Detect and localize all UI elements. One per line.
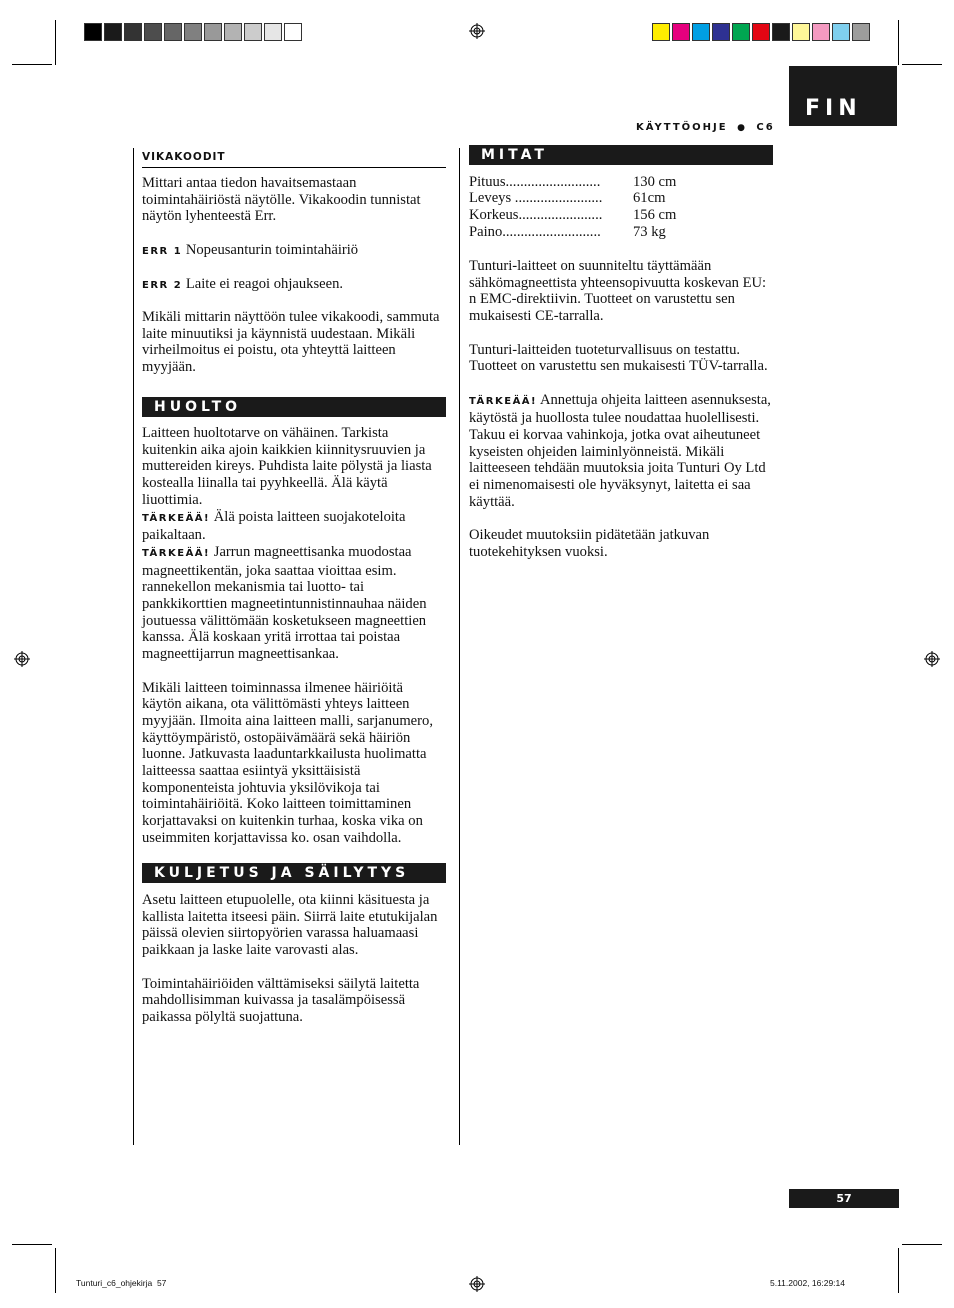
dimension-value: 156 cm: [633, 207, 677, 223]
important-note: [469, 392, 775, 511]
language-tab: [789, 66, 897, 126]
left-column-rule: [133, 148, 134, 1145]
middle-column-rule: [459, 148, 460, 1145]
color-swatch: [284, 23, 302, 41]
color-swatch: [812, 23, 830, 41]
color-swatch: [224, 23, 242, 41]
dimension-label: Leveys ........................: [469, 190, 603, 206]
dimension-row: [469, 224, 601, 241]
color-swatch: [652, 23, 670, 41]
model-name: C6: [756, 122, 775, 133]
color-swatch: [672, 23, 690, 41]
error-code-row: [142, 242, 442, 261]
error-code-label: ERR 2: [142, 280, 183, 291]
section-heading-huolto: HUOLTO: [142, 397, 446, 417]
dimension-value: 73 kg: [633, 224, 666, 240]
color-swatch: [852, 23, 870, 41]
page-number: 57: [836, 1192, 852, 1205]
error-code-description: Laite ei reagoi ohjaukseen.: [185, 276, 344, 292]
color-swatch: [204, 23, 222, 41]
kuljetus-paragraph: Toimintahäiriöiden välttämiseksi säilytä laitetta mahdollisimman kuivassa ja tasalämpöisessä paikassa pölyltä suojattuna.: [142, 975, 420, 1025]
section-heading-vikakoodit: VIKAKOODIT: [142, 151, 226, 163]
important-label: TÄRKEÄÄ!: [142, 547, 211, 559]
color-swatch: [732, 23, 750, 41]
language-code: FIN: [805, 96, 862, 121]
dimension-label: Korkeus.......................: [469, 207, 603, 223]
registration-mark-icon: [14, 651, 30, 667]
slug-left: Tunturi_c6_ohjekirja 57: [76, 1278, 167, 1288]
huolto-content: [142, 425, 442, 847]
mitat-paragraph: Oikeudet muutoksiin pidätetään jatkuvan tuotekehityksen vuoksi.: [469, 527, 710, 560]
registration-mark-icon: [924, 651, 940, 667]
important-text: Jarrun magneettisanka muodostaa magneettikentän, joka saattaa vioittaa esim. rannekellon mekanismia tai luotto- tai pankkikorttien magneetintunnistinnauhaa näiden joutuessa välittömään kosketukseen magneettien kanssa. Älä koskaan yritä irrottaa tai poistaa magneettijarrun magneettisankaa.: [142, 543, 427, 663]
kuljetus-paragraph: Asetu laitteen etupuolelle, ota kiinni käsituesta ja kallista laitetta itseesi päin. Siirrä laite etutukijalan päissä olevien siirtopyörien varassa haluamaasi paikkaan ja laske laite varovasti alas.: [142, 892, 438, 959]
important-note: [142, 544, 442, 663]
section-heading-kuljetus: KULJETUS JA SÄILYTYS: [142, 863, 446, 883]
important-text: Annettuja ohjeita laitteen asennuksesta, käytöstä ja huollosta tulee noudattaa huolellisesti. Takuu ei korvaa vahinkoja, jotka ovat aiheutuneet kyseisten ohjeiden laiminlyönneistä. Mikäli laitteeseen tehdään muutoksia joita Tunturi Oy Ltd ei nimenomaisesti ole hyväksynyt, laitetta ei saa käyttää.: [469, 391, 771, 510]
error-code-description: Nopeusanturin toimintahäiriö: [185, 242, 359, 258]
dimension-row: [469, 207, 602, 224]
vikakoodit-intro: Mittari antaa tiedon havaitsemastaan toimintahäiriöstä näytölle. Vikakoodin tunnistat näytön lyhenteestä Err.: [142, 175, 421, 225]
mitat-paragraph: Tunturi-laitteet on suunniteltu täyttämään sähkömagneettista yhteensopivuutta koskevan EU: n EMC-direktiivin. Tuotteet on varustettu sen mukaisesti CE-tarralla.: [469, 258, 767, 325]
dimension-value: 130 cm: [633, 174, 677, 190]
color-swatch: [752, 23, 770, 41]
heading-underline: [142, 167, 446, 168]
registration-mark-icon: [469, 1276, 485, 1292]
color-swatch: [264, 23, 282, 41]
error-code-label: ERR 1: [142, 246, 183, 257]
section-heading-mitat: MITAT: [469, 145, 773, 165]
color-swatch: [84, 23, 102, 41]
dimension-row: [469, 174, 600, 191]
slug-right: 5.11.2002, 16:29:14: [770, 1278, 845, 1288]
huolto-paragraph: Laitteen huoltotarve on vähäinen. Tarkista kuitenkin aika ajoin kaikkien kiinnitysruuvien ja muttereiden kireys. Puhdista laite pölystä ja liasta kostealla liinalla tai pyyhkeellä. Älä käytä liuottimia.: [142, 425, 432, 508]
color-swatch: [104, 23, 122, 41]
important-label: TÄRKEÄÄ!: [469, 395, 538, 407]
color-swatch: [124, 23, 142, 41]
color-swatch: [772, 23, 790, 41]
page-number-box: [789, 1189, 899, 1208]
color-swatch: [244, 23, 262, 41]
color-swatch: [832, 23, 850, 41]
color-swatch: [184, 23, 202, 41]
registration-mark-icon: [469, 23, 485, 39]
color-swatch: [164, 23, 182, 41]
important-text: Älä poista laitteen suojakoteloita paikaltaan.: [142, 508, 406, 544]
huolto-paragraph: Mikäli laitteen toiminnassa ilmenee häiriöitä käytön aikana, ota välittömästi yhteys laitteen myyjään. Ilmoita aina laitteen malli, sarjanumero, käyttöympäristö, ostopäivämäärä sekä häiriön luonne. Jatkuvasta laaduntarkkailusta huolimatta laitteessa saattaa esiintyä yksittäisistä komponenteista johtuvia yksilövikoja tai toimintahäiriöitä. Koko laitteen toimittaminen korjattavaksi on kuitenkin turhaa, koska vika on useimmiten korjattavissa ko. osan vaihdolla.: [142, 679, 433, 846]
dimension-row: [469, 190, 602, 207]
color-swatch: [712, 23, 730, 41]
dimension-value: 61cm: [633, 190, 666, 206]
color-swatch: [692, 23, 710, 41]
color-swatch: [792, 23, 810, 41]
dimension-label: Pituus..........................: [469, 174, 601, 190]
important-note: [142, 509, 442, 544]
mitat-paragraph: Tunturi-laitteiden tuoteturvallisuus on testattu. Tuotteet on varustettu sen mukaisesti TÜV-tarralla.: [469, 341, 768, 375]
running-header: [636, 122, 775, 133]
bullet-separator: ●: [737, 123, 747, 133]
dimension-label: Paino...........................: [469, 224, 601, 240]
color-swatch: [144, 23, 162, 41]
mitat-content: [469, 258, 775, 561]
error-code-row: [142, 276, 442, 295]
running-title: KÄYTTÖOHJE: [636, 122, 728, 133]
kuljetus-content: [142, 892, 446, 1026]
important-label: TÄRKEÄÄ!: [142, 512, 211, 524]
vikakoodit-advice: Mikäli mittarin näyttöön tulee vikakoodi, sammuta laite minuutiksi ja käynnistä uudestaan. Mikäli virheilmoitus ei poistu, ota yhteyttä laitteen myyjään.: [142, 309, 440, 376]
